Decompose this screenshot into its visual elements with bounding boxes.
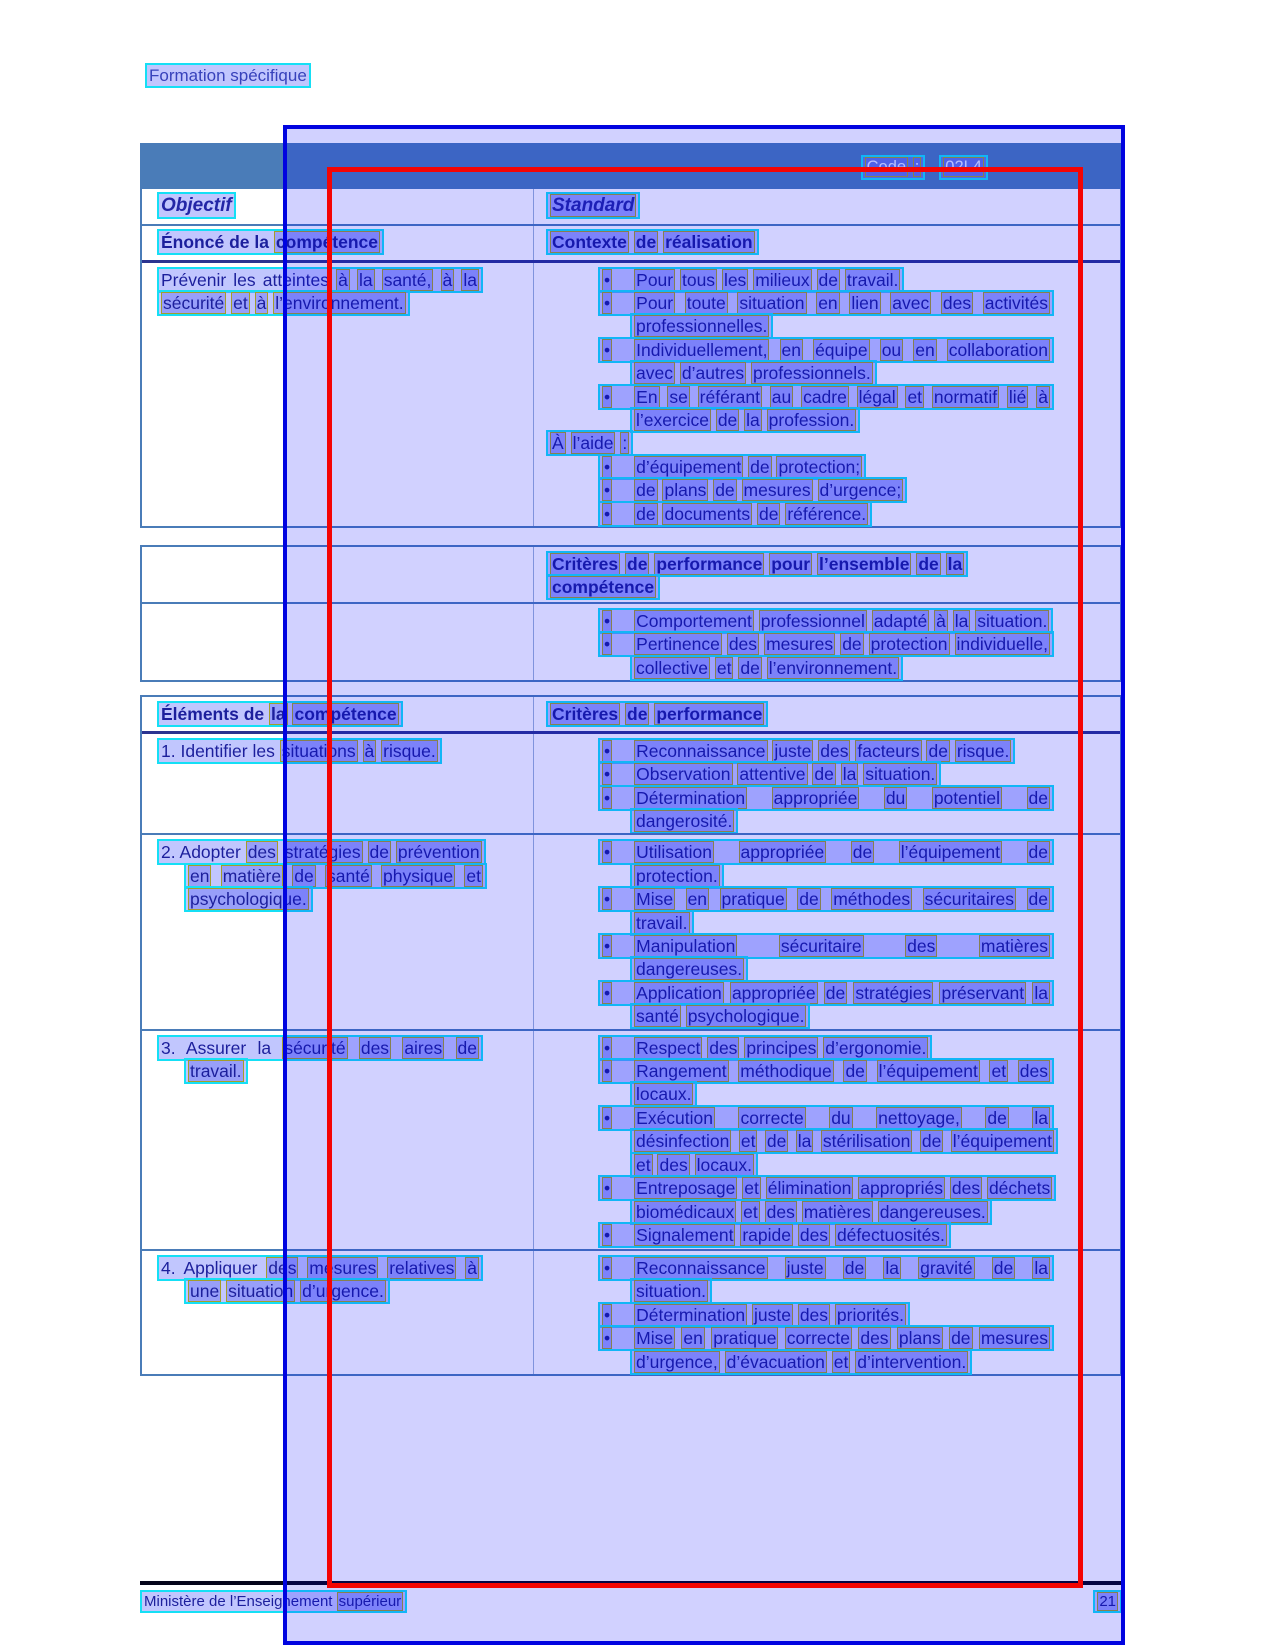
criterion-text: Pour toute situation en lien avec des activités professionnelles. [636, 292, 1048, 337]
bullet-icon: • [604, 1257, 611, 1278]
criterion-text: de documents de référence. [636, 503, 867, 524]
criterion-text: de plans de mesures d’urgence; [636, 480, 902, 501]
criterion-item [546, 1037, 1058, 1060]
bullet-icon: • [604, 269, 611, 290]
bullet-icon: • [604, 634, 611, 655]
criterion-item [546, 1327, 1058, 1374]
contexte-cell [533, 263, 1120, 526]
bullet-icon: • [604, 456, 611, 477]
criterion-item [546, 503, 1058, 526]
bullet-icon: • [604, 339, 611, 360]
bullet-icon: • [604, 787, 611, 808]
criterion-text: Comportement professionnel adapté à la situation. [636, 610, 1048, 631]
criterion-item [546, 633, 1058, 680]
criterion-item [546, 479, 1058, 502]
bullet-icon: • [604, 764, 611, 785]
criterion-item [546, 763, 1058, 786]
criterion-item [546, 1107, 1058, 1177]
criterion-item [546, 1177, 1058, 1224]
section-label: Formation spécifique [145, 63, 311, 88]
criterion-text: Pertinence des mesures de protection individuelle, collective et de l’environnement. [636, 634, 1048, 678]
subheader-contexte: Contexte de réalisation [546, 229, 759, 255]
criterion-item [546, 982, 1058, 1029]
element-label: 2. Adopter des stratégies de prévention en matière de santé physique et psychologique. [157, 841, 487, 911]
element-row [142, 1249, 1120, 1374]
criterion-text: Exécution correcte du nettoyage, de la désinfection et de la stérilisation de l’équipement et des locaux. [636, 1107, 1052, 1175]
objectif-standard-row [142, 189, 1120, 226]
criterion-text: Observation attentive de la situation. [636, 764, 936, 785]
criterion-text: Reconnaissance juste des facteurs de risque. [636, 740, 1010, 761]
element-label: 4. Appliquer des mesures relatives à une situation d’urgence. [157, 1257, 487, 1304]
table-criteres-ensemble [140, 545, 1122, 682]
criterion-text: Signalement rapide des défectuosités. [636, 1224, 945, 1245]
subheader-row [142, 226, 1120, 263]
subheader-enonce: Énoncé de la compétence [157, 229, 384, 255]
criterion-text: Pour tous les milieux de travail. [636, 269, 899, 290]
criterion-item [546, 935, 1058, 982]
footer-rule [140, 1581, 1122, 1585]
element-row [142, 1029, 1120, 1249]
section-label-wrap [145, 66, 311, 86]
criterion-text: Entreposage et élimination appropriés des déchets biomédicaux et des matières dangereuses. [636, 1178, 1051, 1222]
criterion-item [546, 610, 1058, 633]
criteres-ensemble-content-row [142, 604, 1120, 680]
bullet-icon: • [604, 1061, 611, 1082]
criterion-text: Respect des principes d’ergonomie. [636, 1037, 927, 1058]
element-number: 4. [161, 1257, 176, 1278]
criterion-text: d’équipement de protection; [636, 456, 861, 477]
column-title-standard: Standard [546, 192, 640, 219]
code-label: Code : [861, 155, 926, 180]
criterion-item [546, 339, 1058, 386]
element-number: 1. [161, 740, 176, 761]
criterion-text: En se référant au cadre légal et normatif lié à l’exercice de la profession. [636, 386, 1048, 430]
criterion-text: Manipulation sécuritaire des matières dangereuses. [636, 936, 1048, 980]
bullet-icon: • [604, 936, 611, 957]
criterion-text: Mise en pratique de méthodes sécuritaires de travail. [636, 889, 1048, 933]
criterion-item [546, 386, 1058, 433]
bullet-icon: • [604, 889, 611, 910]
criterion-item [546, 888, 1058, 935]
footer-ministry: Ministère de l’Enseignement supérieur [140, 1590, 407, 1613]
bullet-icon: • [604, 1037, 611, 1058]
criterion-text: Rangement méthodique de l’équipement et des locaux. [636, 1061, 1048, 1105]
element-label: 3. Assurer la sécurité des aires de travail. [157, 1037, 487, 1084]
criterion-text: Détermination appropriée du potentiel de dangerosité. [636, 787, 1048, 832]
bullet-icon: • [604, 1328, 611, 1349]
bullet-icon: • [604, 610, 611, 631]
element-row [142, 734, 1120, 834]
criterion-item [546, 787, 1058, 834]
elements-header-row [142, 697, 1120, 734]
bullet-icon: • [604, 740, 611, 761]
criterion-item [546, 456, 1058, 479]
criterion-item [546, 1060, 1058, 1107]
bullet-icon: • [604, 480, 611, 501]
criterion-item [546, 269, 1058, 292]
column-title-objectif: Objectif [157, 192, 236, 219]
code-bar [142, 145, 1120, 189]
criterion-text: Détermination juste des priorités. [636, 1304, 905, 1325]
bullet-icon: • [604, 982, 611, 1003]
bullet-icon: • [604, 386, 611, 407]
bullet-icon: • [604, 1107, 611, 1128]
element-label: 1. Identifier les situations à risque. [157, 740, 487, 763]
elements-header-left: Éléments de la compétence [157, 701, 403, 727]
element-row [142, 833, 1120, 1028]
element-number: 3. [161, 1037, 176, 1058]
footer-page-number: 21 [1093, 1590, 1122, 1613]
criteres-ensemble-title-row [142, 547, 1120, 604]
criteres-ensemble-title: Critères de performance pour l’ensemble de la compétence [546, 553, 1016, 600]
criterion-item [546, 1224, 1058, 1247]
criterion-item [546, 292, 1058, 339]
bullet-icon: • [604, 292, 611, 313]
criterion-item [546, 841, 1058, 888]
bullet-icon: • [604, 1178, 611, 1199]
criterion-text: Application appropriée de stratégies préservant la santé psychologique. [636, 982, 1048, 1027]
bullet-icon: • [604, 503, 611, 524]
criterion-text: Mise en pratique correcte des plans de mesures d’urgence, d’évacuation et d’intervention. [636, 1328, 1048, 1372]
criterion-text: Utilisation appropriée de l’équipement de protection. [636, 842, 1048, 886]
criterion-text: Reconnaissance juste de la gravité de la situation. [636, 1257, 1048, 1302]
footer [140, 1590, 1122, 1613]
bullet-icon: • [604, 1224, 611, 1245]
table-objectif-standard [140, 143, 1122, 528]
bullet-icon: • [604, 1304, 611, 1325]
objectif-content-row [142, 263, 1120, 526]
elements-header-right: Critères de performance [546, 701, 768, 727]
aide-intro: À l’aide : [546, 432, 1058, 455]
criterion-item [546, 1257, 1058, 1304]
code-value: 02L4 [939, 155, 988, 180]
element-number: 2. [161, 842, 176, 863]
criterion-item [546, 1304, 1058, 1327]
bullet-icon: • [604, 842, 611, 863]
enonce-text: Prévenir les atteintes à la santé, à la sécurité et à l’environnement. [157, 269, 487, 316]
criterion-text: Individuellement, en équipe ou en collaboration avec d’autres professionnels. [636, 339, 1048, 384]
criterion-item [546, 740, 1058, 763]
table-elements [140, 695, 1122, 1376]
